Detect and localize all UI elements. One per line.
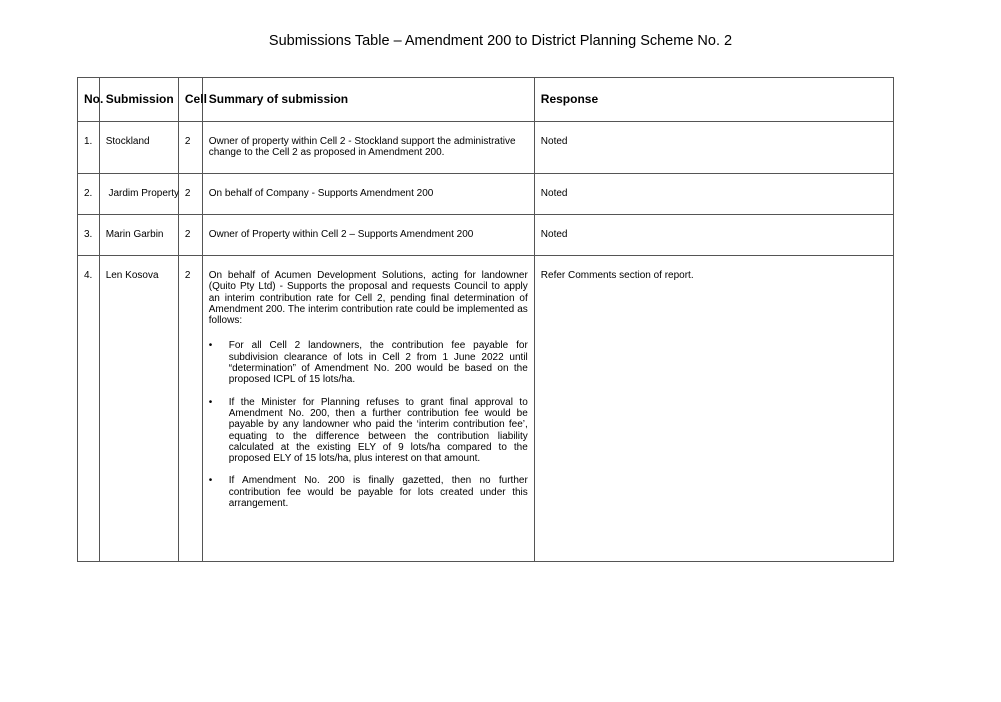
bullet-list: [209, 340, 528, 509]
cell-number: 2: [178, 256, 202, 562]
submitter-name: Len Kosova: [99, 256, 178, 562]
submission-summary: On behalf of Acumen Development Solutions, acting for landowner (Quito Pty Ltd) - Supports the proposal and requests Council to apply an interim contribution rate for Cell 2, pending final determination of Amendment 200. The interim contribution rate could be implemented as follows:: [208, 270, 528, 327]
submitter-name: Marin Garbin: [99, 215, 178, 256]
submitter-name: Jardim Property: [99, 174, 178, 215]
row-number: 3.: [78, 215, 100, 256]
submission-summary-cell: [202, 256, 534, 562]
header-cell: Cell: [178, 78, 202, 122]
table-header-row: [78, 78, 894, 122]
submission-summary: Owner of property within Cell 2 - Stockland support the administrative change to the Cell 2 as proposed in Amendment 200.: [202, 122, 534, 174]
bullet-text: For all Cell 2 landowners, the contribution fee payable for subdivision clearance of lots in Cell 2 from 1 June 2022 until “determination” of Amendment No. 200 would be based on the proposed ICPL of 15 lots/ha.: [228, 340, 528, 386]
bullet-icon: •: [208, 396, 213, 408]
cell-number: 2: [178, 215, 202, 256]
submission-response: Noted: [534, 215, 893, 256]
submitter-name: Stockland: [99, 122, 178, 174]
table-row: [78, 256, 894, 562]
bullet-icon: •: [208, 340, 213, 352]
header-response: Response: [534, 78, 893, 122]
table-row: [78, 215, 894, 256]
cell-number: 2: [178, 174, 202, 215]
row-number: 2.: [78, 174, 100, 215]
table-row: [78, 122, 894, 174]
submission-response: Noted: [534, 174, 893, 215]
bullet-text: If Amendment No. 200 is finally gazetted, then no further contribution fee would be payable for lots created under this arrangement.: [228, 475, 528, 510]
submission-summary: Owner of Property within Cell 2 – Supports Amendment 200: [202, 215, 534, 256]
header-no: No.: [78, 78, 100, 122]
cell-number: 2: [178, 122, 202, 174]
row-number: 1.: [78, 122, 100, 174]
table-row: [78, 174, 894, 215]
header-summary: Summary of submission: [202, 78, 534, 122]
submission-response: Refer Comments section of report.: [534, 256, 893, 562]
row-number: 4.: [78, 256, 100, 562]
document-title: Submissions Table – Amendment 200 to District Planning Scheme No. 2: [268, 33, 733, 49]
submission-summary: On behalf of Company - Supports Amendment 200: [202, 174, 534, 215]
submission-response: Noted: [534, 122, 893, 174]
bullet-text: If the Minister for Planning refuses to grant final approval to Amendment No. 200, then a further contribution fee would be payable by any landowner who paid the ‘interim contribution fee’, equating to the difference between the contribution liability calculated at the existing ELY of 9 lots/ha compared to the proposed ELY of 15 lots/ha, plus interest on that amount.: [228, 396, 528, 465]
bullet-item: [209, 397, 528, 465]
bullet-icon: •: [208, 475, 213, 487]
bullet-item: [209, 340, 528, 385]
header-submission: Submission: [99, 78, 178, 122]
submissions-table: [77, 77, 894, 562]
bullet-item: [209, 475, 528, 509]
